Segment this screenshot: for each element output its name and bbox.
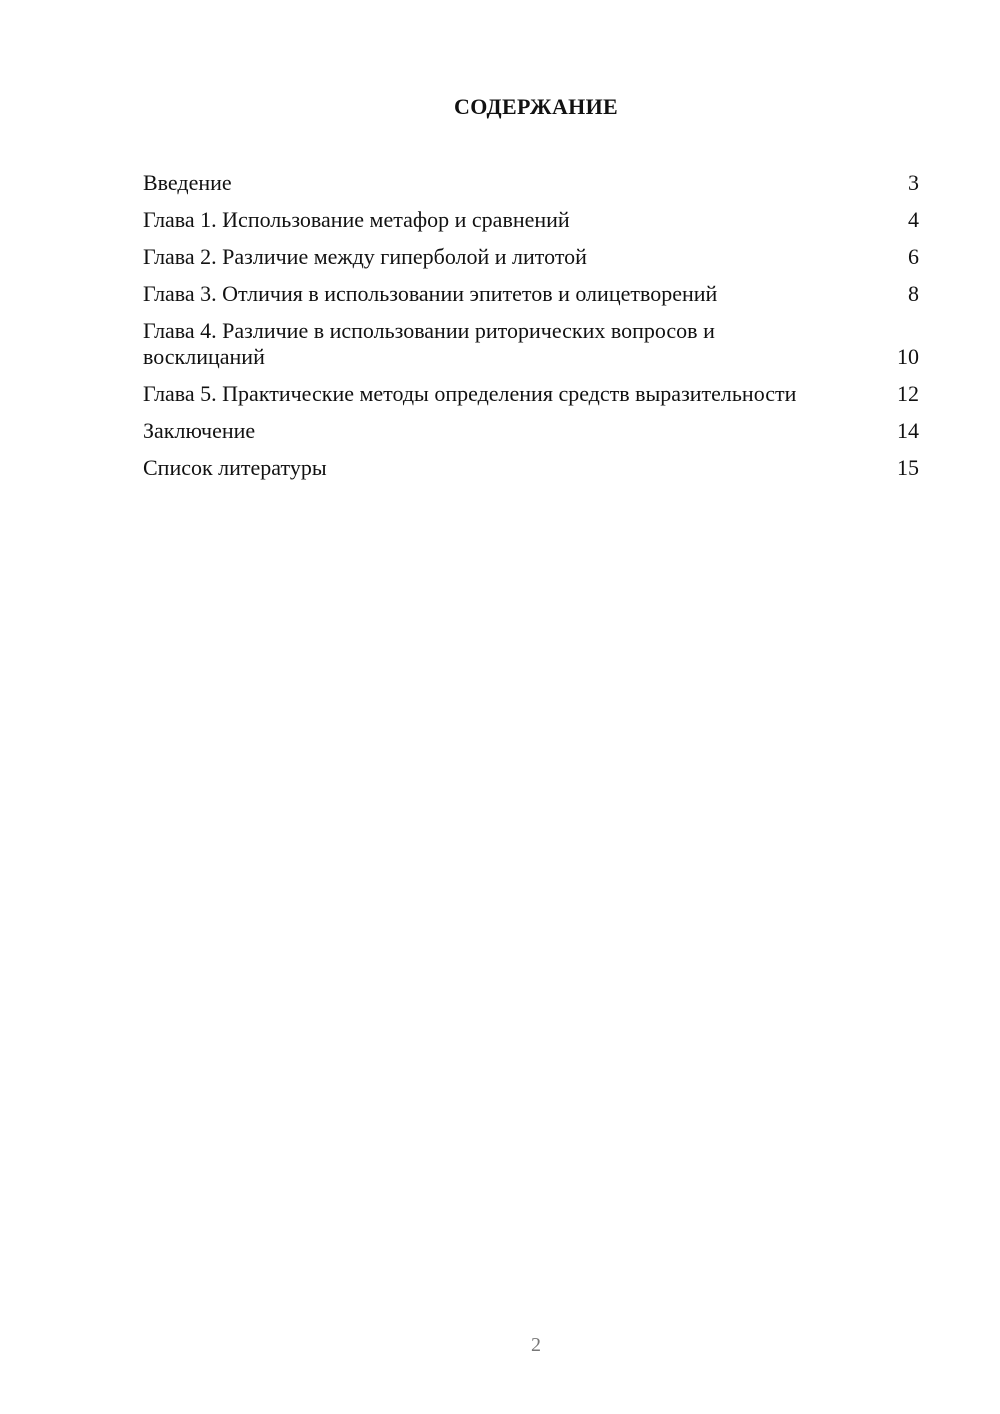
toc-entry-chapter-4 — [143, 318, 919, 370]
toc-entry-chapter-2 — [143, 244, 919, 270]
toc-entry-introduction — [143, 170, 919, 196]
toc-entry-label: Глава 3. Отличия в использовании эпитетов и олицетворений — [143, 281, 718, 306]
toc-entry-conclusion — [143, 418, 919, 444]
toc-entry-page: 10 — [897, 344, 919, 369]
toc-entry-label: Глава 4. Различие в использовании риторических вопросов и восклицаний — [143, 318, 715, 369]
table-of-contents — [143, 170, 919, 492]
toc-entry-page: 6 — [908, 244, 919, 269]
toc-entry-page: 15 — [897, 455, 919, 480]
toc-entry-label: Заключение — [143, 418, 256, 443]
toc-entry-chapter-3 — [143, 281, 919, 307]
toc-entry-label: Введение — [143, 170, 232, 195]
toc-entry-label: Глава 1. Использование метафор и сравнений — [143, 207, 570, 232]
toc-entry-label: Список литературы — [143, 455, 327, 480]
toc-entry-page: 12 — [897, 381, 919, 406]
toc-entry-bibliography — [143, 455, 919, 481]
toc-entry-label: Глава 2. Различие между гиперболой и литотой — [143, 244, 587, 269]
toc-entry-page: 14 — [897, 418, 919, 443]
toc-entry-chapter-1 — [143, 207, 919, 233]
toc-entry-chapter-5 — [143, 381, 919, 407]
toc-entry-page: 3 — [908, 170, 919, 195]
page-number: 2 — [531, 1334, 541, 1356]
toc-entry-label: Глава 5. Практические методы определения средств выразительности — [143, 381, 797, 406]
toc-entry-page: 4 — [908, 207, 919, 232]
toc-entry-page: 8 — [908, 281, 919, 306]
page-title: СОДЕРЖАНИЕ — [454, 94, 618, 119]
